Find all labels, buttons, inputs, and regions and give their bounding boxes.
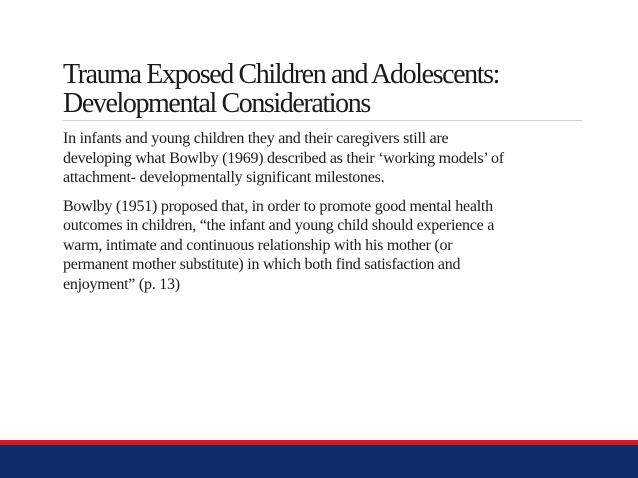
slide-body [63, 129, 583, 303]
paragraph-line: permanent mother substitute) in which both find satisfaction and [63, 256, 461, 273]
title-divider [63, 120, 582, 121]
paragraph-bowlby-quote [63, 197, 583, 295]
slide-title [63, 60, 583, 118]
slide-title-line-2: Developmental Considerations [63, 88, 370, 119]
paragraph-line: outcomes in children, “the infant and young child should experience a [63, 217, 495, 234]
footer-blue-bar [0, 445, 638, 478]
paragraph-line: developing what Bowlby (1969) described as their ‘working models’ of [63, 149, 504, 167]
paragraph-line: Bowlby (1951) proposed that, in order to promote good mental health [63, 197, 493, 215]
paragraph-line: warm, intimate and continuous relationship with his mother (or [63, 236, 453, 254]
paragraph-working-models [63, 129, 583, 188]
paragraph-line: In infants and young children they and their caregivers still are [63, 130, 449, 147]
slide-title-line-1: Trauma Exposed Children and Adolescents: [63, 59, 500, 90]
paragraph-line: enjoyment” (p. 13) [63, 275, 180, 293]
paragraph-line: attachment- developmentally significant milestones. [63, 169, 385, 186]
